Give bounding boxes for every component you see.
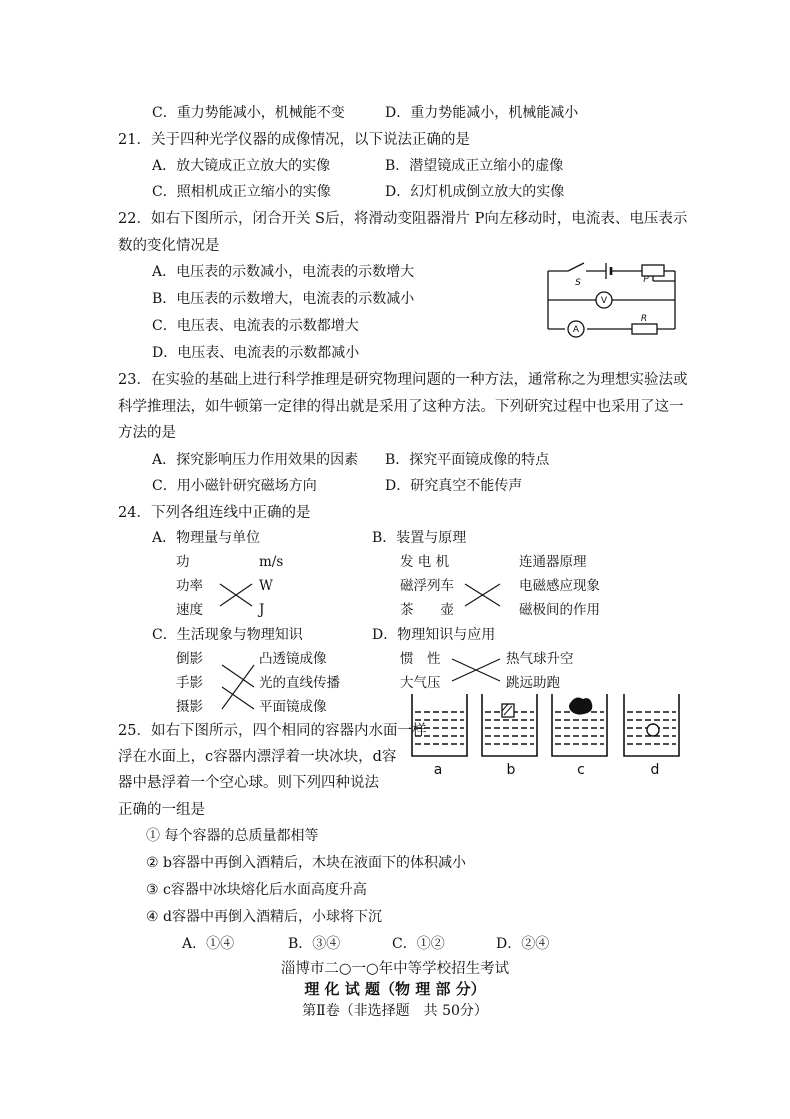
q25-option-b: B．③④ — [288, 936, 341, 952]
q24-b-left-2: 茶 壶 — [400, 602, 454, 618]
q25-statement-4: ④ d容器中再倒入酒精后，小球将下沉 — [146, 909, 382, 925]
q24-c-title: C．生活现象与物理知识 — [152, 627, 303, 643]
q25-containers-figure — [400, 692, 680, 787]
q21-option-a: A．放大镜成正立放大的实像 — [152, 158, 331, 174]
q25-statement-3: ③ c容器中冰块熔化后水面高度升高 — [146, 882, 367, 898]
q25-statement-1: ① 每个容器的总质量都相等 — [146, 828, 319, 844]
q25-stem-line4: 正确的一组是 — [118, 802, 205, 818]
q23-stem-line3: 方法的是 — [118, 425, 176, 441]
q24-a-left-2: 速度 — [176, 602, 203, 618]
container-label-b: b — [506, 762, 516, 778]
q24-b-left-0: 发 电 机 — [400, 554, 450, 570]
q25-option-a: A．①④ — [182, 936, 235, 952]
q23-option-b: B．探究平面镜成像的特点 — [385, 452, 550, 468]
q21-stem: 21．关于四种光学仪器的成像情况，以下说法正确的是 — [118, 132, 470, 148]
q24-c-right-0: 凸透镜成像 — [259, 651, 327, 667]
q24-d-left-1: 大气压 — [400, 675, 441, 691]
q21-option-d: D．幻灯机成倒立放大的实像 — [385, 184, 565, 200]
container-label-c: c — [577, 762, 585, 778]
paper-title: 理 化 试 题（物 理 部 分） — [304, 980, 486, 998]
q22-option-d: D．电压表、电流表的示数都减小 — [152, 345, 360, 361]
switch-label: S — [575, 278, 581, 288]
q25-option-d: D．②④ — [496, 936, 550, 952]
container-label-a: a — [433, 762, 443, 778]
q23-option-c: C．用小磁针研究磁场方向 — [152, 478, 317, 494]
q22-option-b: B．电压表的示数增大，电流表的示数减小 — [152, 291, 415, 307]
q24-stem: 24．下列各组连线中正确的是 — [118, 505, 311, 521]
q23-option-a: A．探究影响压力作用效果的因素 — [152, 452, 359, 468]
q23-option-d: D．研究真空不能传声 — [385, 478, 523, 494]
q22-option-c: C．电压表、电流表的示数都增大 — [152, 318, 359, 334]
q25-stem-line2: 浮在水面上，c容器内漂浮着一块冰块，d容 — [118, 749, 397, 765]
ammeter-label: A — [572, 325, 580, 335]
q25-stem-line3: 器中悬浮着一个空心球。则下列四种说法 — [118, 775, 379, 791]
q21-option-c: C．照相机成正立缩小的实像 — [152, 184, 331, 200]
q24-b-title: B．装置与原理 — [372, 530, 467, 546]
q24-a-right-1: W — [259, 578, 273, 594]
voltmeter-label: V — [600, 296, 608, 306]
q24-c-left-0: 倒影 — [176, 651, 203, 667]
container-label-d: d — [650, 762, 660, 778]
q24-b-right-1: 电磁感应现象 — [519, 578, 600, 594]
q24-d-title: D．物理知识与应用 — [372, 627, 496, 643]
q24-a-right-2: J — [259, 602, 265, 618]
q24-a-left-0: 功 — [176, 554, 190, 570]
q24-b-right-0: 连通器原理 — [519, 554, 587, 570]
q24-a-title: A．物理量与单位 — [152, 530, 261, 546]
q24-d-right-1: 跳远助跑 — [506, 675, 560, 691]
exam-name: 淄博市二○一○年中等学校招生考试 — [280, 961, 510, 977]
q22-stem-line2: 数的变化情况是 — [118, 238, 220, 254]
q21-option-b: B．潜望镜成正立缩小的虚像 — [385, 158, 564, 174]
q23-stem-line1: 23．在实验的基础上进行科学推理是研究物理问题的一种方法，通常称之为理想实验法或 — [118, 372, 688, 388]
q24-d-right-0: 热气球升空 — [506, 651, 574, 667]
q25-stem-line1: 25．如右下图所示，四个相同的容器内水面一样 — [118, 723, 427, 739]
q22-stem-line1: 22．如右下图所示，闭合开关 S后，将滑动变阻器滑片 P向左移动时，电流表、电压表示 — [118, 211, 688, 227]
q20-option-c: C．重力势能减小，机械能不变 — [152, 105, 345, 121]
q24-c-right-1: 光的直线传播 — [259, 675, 340, 691]
q25-statement-2: ② b容器中再倒入酒精后，木块在液面下的体积减小 — [146, 855, 466, 871]
q24-b-right-2: 磁极间的作用 — [519, 602, 600, 618]
q20-option-d: D．重力势能减小，机械能减小 — [385, 105, 579, 121]
section-title: 第Ⅱ卷（非选择题 共 50分） — [302, 1003, 488, 1019]
q24-c-right-2: 平面镜成像 — [259, 699, 327, 715]
q24-d-left-0: 惯 性 — [400, 651, 441, 667]
slider-label: P — [643, 275, 649, 285]
q23-stem-line2: 科学推理法，如牛顿第一定律的得出就是采用了这种方法。下列研究过程中也采用了这一 — [118, 399, 684, 415]
resistor-label: R — [640, 314, 648, 324]
q24-a-left-1: 功率 — [176, 578, 203, 594]
q25-option-c: C．①② — [392, 936, 445, 952]
q24-c-left-1: 手影 — [176, 675, 203, 691]
q24-a-right-0: m/s — [259, 554, 284, 570]
q24-b-left-1: 磁浮列车 — [400, 578, 454, 594]
q22-option-a: A．电压表的示数减小，电流表的示数增大 — [152, 264, 415, 280]
q24-c-left-2: 摄影 — [176, 699, 203, 715]
